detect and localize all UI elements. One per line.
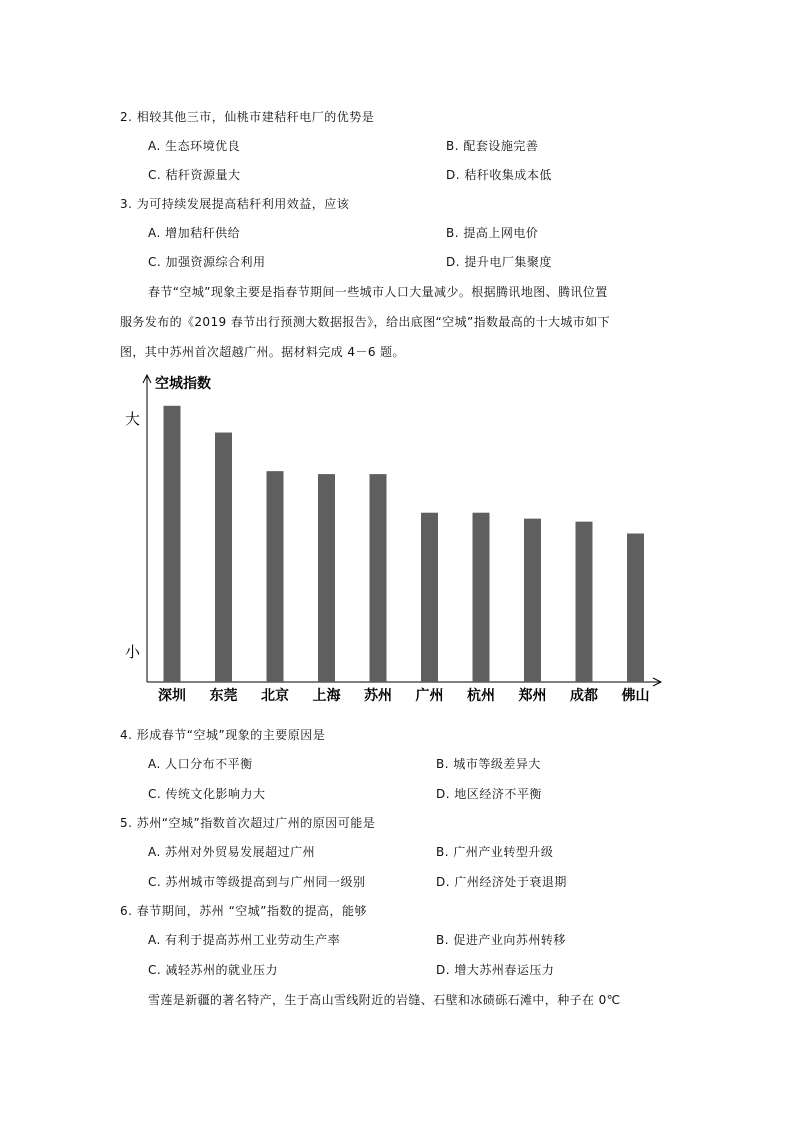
empty-city-index-chart xyxy=(115,370,675,710)
outro-line-1: 雪莲是新疆的著名特产，生于高山雪线附近的岩缝、石壁和冰碛砾石滩中，种子在 0℃ xyxy=(148,993,621,1007)
question-5-stem: 5. 苏州“空城”指数首次超过广州的原因可能是 xyxy=(120,816,376,830)
category-label-8: 郑州 xyxy=(518,688,547,704)
question-6-option-b: B. 促进产业向苏州转移 xyxy=(436,933,566,947)
question-3-option-c: C. 加强资源综合利用 xyxy=(148,255,266,269)
question-3-option-d: D. 提升电厂集聚度 xyxy=(446,255,552,269)
question-2-option-b: B. 配套设施完善 xyxy=(446,139,539,153)
bar-3 xyxy=(267,471,284,682)
intro-line-2: 服务发布的《2019 春节出行预测大数据报告》，给出底图“空城”指数最高的十大城市如下 xyxy=(120,315,610,329)
question-3-option-b: B. 提高上网电价 xyxy=(446,226,539,240)
category-label-3: 北京 xyxy=(261,688,289,704)
question-3-option-a: A. 增加秸秆供给 xyxy=(148,226,241,240)
bar-5 xyxy=(370,474,387,682)
question-5-option-a: A. 苏州对外贸易发展超过广州 xyxy=(148,845,316,859)
y-axis-top-label: 大 xyxy=(125,410,141,428)
category-label-5: 苏州 xyxy=(364,688,392,704)
bar-10 xyxy=(627,534,644,683)
question-2-option-d: D. 秸秆收集成本低 xyxy=(446,168,552,182)
category-label-7: 杭州 xyxy=(467,688,495,704)
question-5-option-b: B. 广州产业转型升级 xyxy=(436,845,554,859)
question-5-option-d: D. 广州经济处于衰退期 xyxy=(436,875,567,889)
bar-9 xyxy=(576,522,593,682)
bar-group xyxy=(164,406,645,682)
bar-7 xyxy=(473,513,490,682)
question-4-option-d: D. 地区经济不平衡 xyxy=(436,787,542,801)
bar-4 xyxy=(318,474,335,682)
category-label-6: 广州 xyxy=(415,688,444,704)
bar-2 xyxy=(215,433,232,682)
question-6-option-d: D. 增大苏州春运压力 xyxy=(436,963,555,977)
category-label-10: 佛山 xyxy=(621,688,650,704)
intro-line-3: 图，其中苏州首次超越广州。据材料完成 4－6 题。 xyxy=(120,345,405,359)
question-2-option-a: A. 生态环境优良 xyxy=(148,139,241,153)
category-label-9: 成都 xyxy=(570,688,598,704)
question-6-stem: 6. 春节期间，苏州 “空城”指数的提高，能够 xyxy=(120,904,368,918)
category-label-4: 上海 xyxy=(312,688,341,704)
bar-6 xyxy=(421,513,438,682)
bar-1 xyxy=(164,406,181,682)
question-4-option-b: B. 城市等级差异大 xyxy=(436,757,541,771)
intro-line-1: 春节“空城”现象主要是指春节期间一些城市人口大量减少。根据腾讯地图、腾讯位置 xyxy=(148,285,608,299)
category-label-1: 深圳 xyxy=(158,688,186,704)
category-label-2: 东莞 xyxy=(209,688,238,704)
question-6-option-c: C. 减轻苏州的就业压力 xyxy=(148,963,279,977)
category-labels xyxy=(158,687,650,704)
y-axis-bottom-label: 小 xyxy=(125,643,141,661)
question-4-option-a: A. 人口分布不平衡 xyxy=(148,757,253,771)
question-3-stem: 3. 为可持续发展提高秸秆利用效益，应该 xyxy=(120,197,350,211)
question-5-option-c: C. 苏州城市等级提高到与广州同一级别 xyxy=(148,875,366,889)
question-2-option-c: C. 秸秆资源量大 xyxy=(148,168,241,182)
question-6-option-a: A. 有利于提高苏州工业劳动生产率 xyxy=(148,933,341,947)
question-2-stem: 2. 相较其他三市，仙桃市建秸秆电厂的优势是 xyxy=(120,110,375,124)
question-4-stem: 4. 形成春节“空城”现象的主要原因是 xyxy=(120,728,326,742)
question-4-option-c: C. 传统文化影响力大 xyxy=(148,787,266,801)
chart-title: 空城指数 xyxy=(155,376,211,392)
bar-8 xyxy=(524,519,541,682)
